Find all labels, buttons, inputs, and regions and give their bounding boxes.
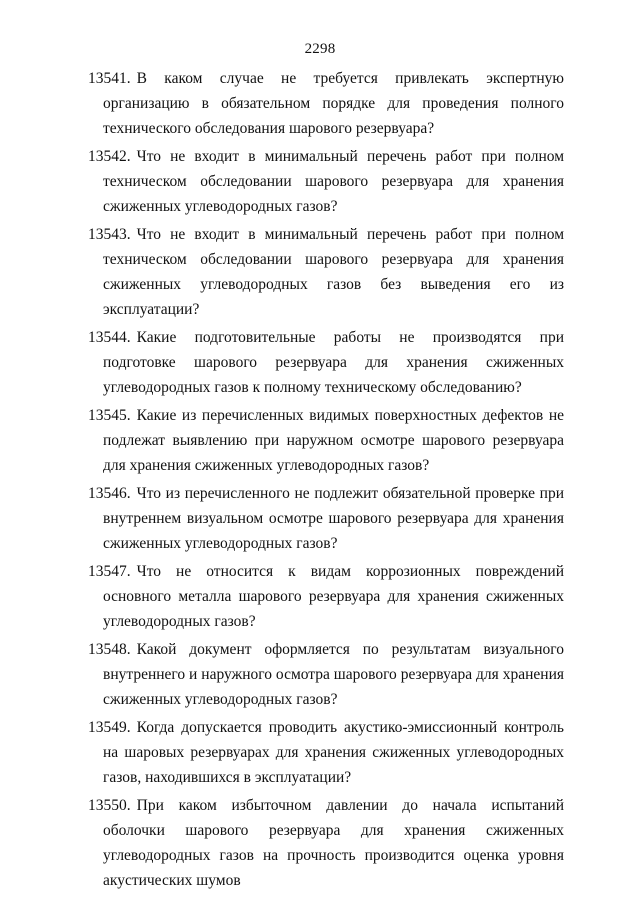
question-list <box>88 66 564 896</box>
question-number: 13542. <box>88 148 131 165</box>
page-number: 2298 <box>304 41 336 57</box>
question-text: Что не входит в минимальный перечень работ при полном техническом обследовании шарового резервуара для хранения сжиженных углеводородных газов без выведения его из эксплуатации? <box>103 226 564 318</box>
question-number: 13548. <box>88 641 131 658</box>
question-text: При каком избыточном давлении до начала испытаний оболочки шарового резервуара для хранения сжиженных углеводородных газов на прочность производится оценка уровня акустических шумов <box>103 797 564 889</box>
question-text: Когда допускается проводить акустико-эмиссионный контроль на шаровых резервуарах для хранения сжиженных углеводородных газов, находившихся в эксплуатации? <box>103 719 564 786</box>
question-number: 13545. <box>88 407 131 424</box>
question-number: 13549. <box>88 719 131 736</box>
question-text: Что из перечисленного не подлежит обязательной проверке при внутреннем визуальном осмотре шарового резервуара для хранения сжиженных углеводородных газов? <box>103 485 564 552</box>
question-number: 13543. <box>88 226 131 243</box>
question-item <box>88 325 564 400</box>
question-number: 13541. <box>88 70 131 87</box>
question-item <box>88 559 564 634</box>
question-text: Какие подготовительные работы не производятся при подготовке шарового резервуара для хранения сжиженных углеводородных газов к полному техническому обследованию? <box>103 329 564 396</box>
question-item <box>88 637 564 712</box>
question-item <box>88 66 564 141</box>
question-number: 13550. <box>88 797 131 814</box>
question-text: В каком случае не требуется привлекать экспертную организацию в обязательном порядке для проведения полного технического обследования шарового резервуара? <box>103 70 564 137</box>
question-number: 13544. <box>88 329 131 346</box>
question-item <box>88 481 564 556</box>
question-number: 13546. <box>88 485 131 502</box>
question-text: Какие из перечисленных видимых поверхностных дефектов не подлежат выявлению при наружном осмотре шарового резервуара для хранения сжиженных углеводородных газов? <box>103 407 564 474</box>
question-item <box>88 403 564 478</box>
question-text: Что не входит в минимальный перечень работ при полном техническом обследовании шарового резервуара для хранения сжиженных углеводородных газов? <box>103 148 564 215</box>
question-item <box>88 715 564 790</box>
question-item <box>88 144 564 219</box>
question-text: Какой документ оформляется по результатам визуального внутреннего и наружного осмотра шарового резервуара для хранения сжиженных углеводородных газов? <box>103 641 564 708</box>
question-item <box>88 222 564 322</box>
question-item <box>88 793 564 893</box>
question-number: 13547. <box>88 563 131 580</box>
question-text: Что не относится к видам коррозионных повреждений основного металла шарового резервуара для хранения сжиженных углеводородных газов? <box>103 563 564 630</box>
